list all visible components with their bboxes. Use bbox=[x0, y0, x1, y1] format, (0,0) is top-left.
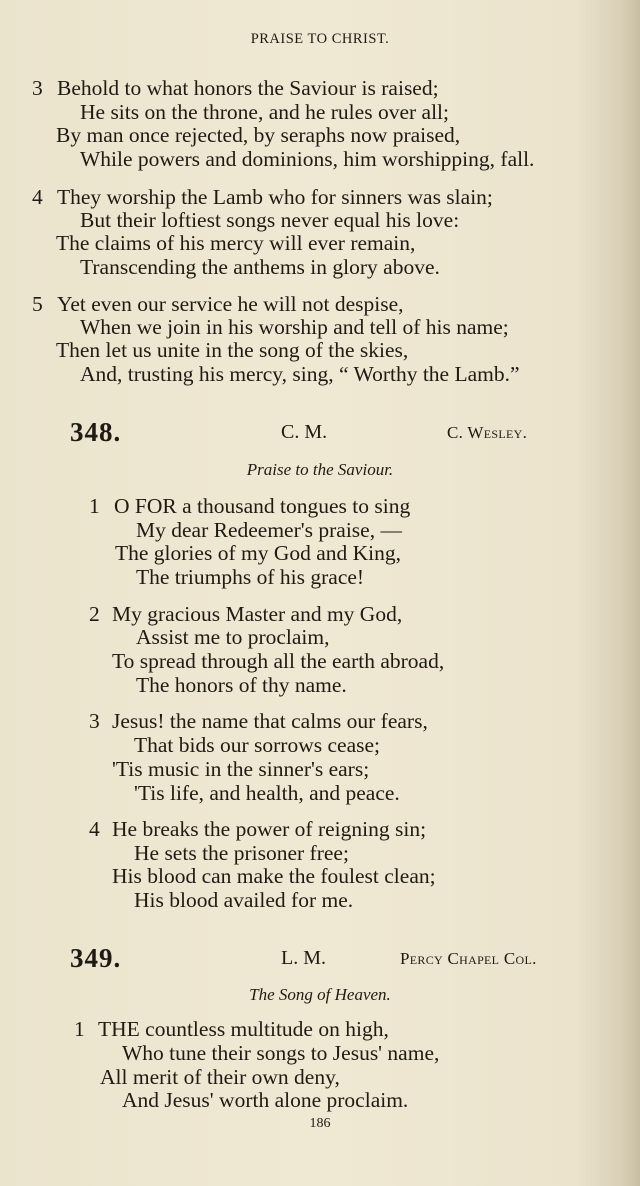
verse-line: 'Tis life, and health, and peace. bbox=[134, 781, 400, 805]
verse-line: And Jesus' worth alone proclaim. bbox=[122, 1088, 409, 1112]
verse-line: While powers and dominions, him worshipping, fall. bbox=[80, 147, 535, 171]
hymn-number: 348. bbox=[70, 417, 122, 447]
verse-line: Then let us unite in the song of the skies, bbox=[56, 338, 409, 362]
verse-line: The claims of his mercy will ever remain, bbox=[56, 231, 416, 255]
verse-line: THE countless multitude on high, bbox=[98, 1017, 389, 1041]
verse-line: Yet even our service he will not despise, bbox=[57, 292, 404, 316]
verse-line: My dear Redeemer's praise, — bbox=[136, 518, 402, 542]
verse-line: And, trusting his mercy, sing, “ Worthy the Lamb.” bbox=[80, 362, 520, 386]
hymn-title: The Song of Heaven. bbox=[249, 985, 391, 1004]
verse-line: The triumphs of his grace! bbox=[136, 565, 365, 589]
verse-line: Who tune their songs to Jesus' name, bbox=[122, 1041, 440, 1065]
verse-line: To spread through all the earth abroad, bbox=[112, 649, 445, 673]
verse-line: The honors of thy name. bbox=[136, 673, 347, 697]
verse-line: My gracious Master and my God, bbox=[112, 602, 403, 626]
hymn-author: Percy Chapel Col. bbox=[400, 949, 537, 968]
stanza-number: 4 bbox=[89, 817, 100, 841]
hymn-number: 349. bbox=[70, 943, 122, 973]
verse-line: 'Tis music in the sinner's ears; bbox=[112, 757, 370, 781]
hymn-author: C. Wesley. bbox=[447, 423, 528, 442]
verse-line: Behold to what honors the Saviour is raised; bbox=[57, 76, 439, 100]
verse-line: That bids our sorrows cease; bbox=[134, 733, 380, 757]
verse-line: He sits on the throne, and he rules over all; bbox=[80, 100, 449, 124]
verse-line: Transcending the anthems in glory above. bbox=[80, 255, 440, 279]
verse-line: All merit of their own deny, bbox=[100, 1065, 340, 1089]
stanza-number: 1 bbox=[89, 494, 100, 518]
stanza-number: 2 bbox=[89, 602, 100, 626]
verse-line: By man once rejected, by seraphs now praised, bbox=[56, 123, 461, 147]
verse-line: Assist me to proclaim, bbox=[136, 625, 330, 649]
stanza-number: 5 bbox=[32, 292, 43, 316]
stanza-number: 4 bbox=[32, 185, 43, 209]
stanza-number: 1 bbox=[74, 1017, 85, 1041]
running-head: PRAISE TO CHRIST. bbox=[250, 31, 390, 47]
verse-line: His blood availed for me. bbox=[134, 888, 354, 912]
stanza-number: 3 bbox=[32, 76, 43, 100]
page-number: 186 bbox=[309, 1116, 331, 1131]
verse-line: When we join in his worship and tell of his name; bbox=[80, 315, 509, 339]
verse-line: He breaks the power of reigning sin; bbox=[112, 817, 427, 841]
verse-line: They worship the Lamb who for sinners was slain; bbox=[57, 185, 493, 209]
hymn-title: Praise to the Saviour. bbox=[246, 460, 394, 479]
hymn-meter: L. M. bbox=[281, 947, 326, 969]
verse-line: The glories of my God and King, bbox=[115, 541, 402, 565]
verse-line: But their loftiest songs never equal his love: bbox=[80, 208, 460, 232]
verse-line: Jesus! the name that calms our fears, bbox=[112, 709, 428, 733]
verse-line: His blood can make the foulest clean; bbox=[112, 864, 436, 888]
verse-line: O FOR a thousand tongues to sing bbox=[114, 494, 411, 518]
stanza-number: 3 bbox=[89, 709, 100, 733]
verse-line: He sets the prisoner free; bbox=[134, 841, 349, 865]
hymn-meter: C. M. bbox=[281, 421, 328, 443]
